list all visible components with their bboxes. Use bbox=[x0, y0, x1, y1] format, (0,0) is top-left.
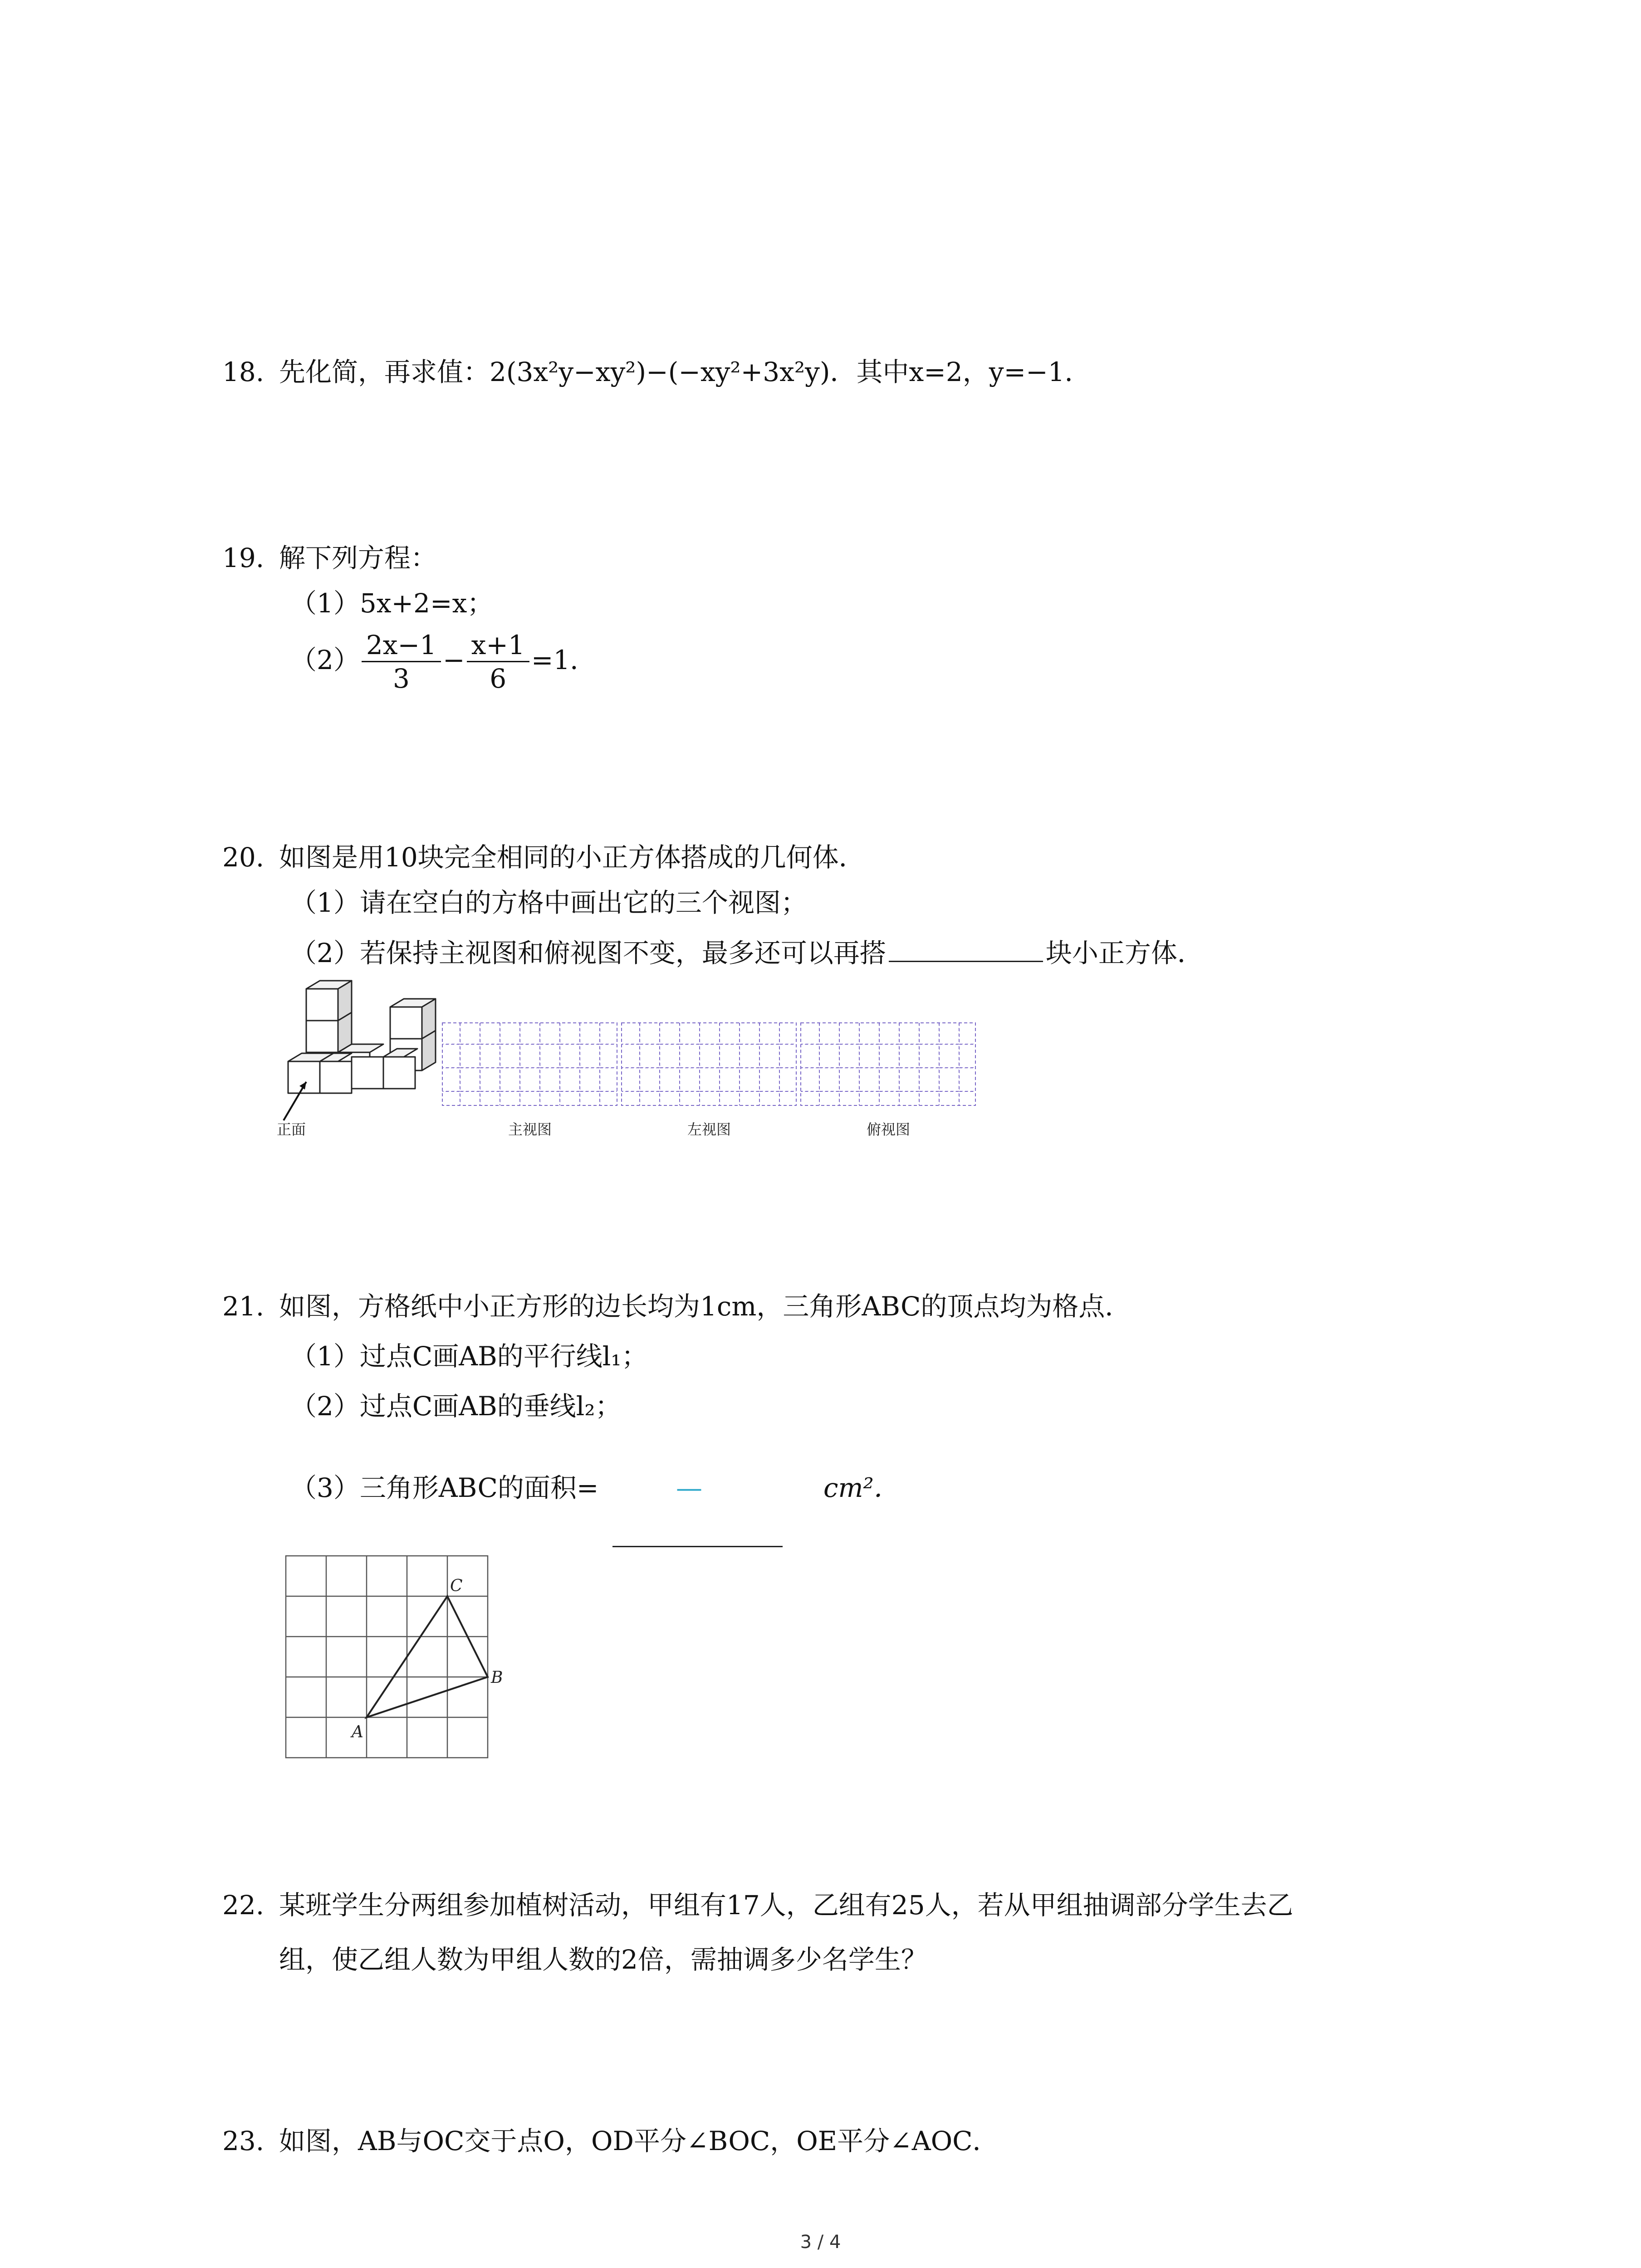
q22-number: 22. bbox=[222, 1890, 265, 1921]
answer-dash: — bbox=[676, 1472, 702, 1503]
q21-part2: （2）过点C画AB的垂线l₂； bbox=[290, 1391, 622, 1422]
triangle-abc bbox=[367, 1596, 488, 1717]
view-grids[interactable] bbox=[440, 1021, 985, 1120]
cube bbox=[390, 999, 436, 1039]
triangle-grid-figure bbox=[281, 1551, 508, 1769]
equation-rhs: =1． bbox=[531, 645, 597, 675]
grid-main-view[interactable] bbox=[442, 1023, 617, 1105]
minus-sign: − bbox=[443, 645, 465, 675]
fraction-2-denominator: 6 bbox=[490, 663, 507, 694]
q21-part3: （3）三角形ABC的面积= bbox=[290, 1472, 599, 1503]
label-a: A bbox=[352, 1723, 363, 1741]
q23-number: 23. bbox=[222, 2126, 265, 2156]
q21-part1: （1）过点C画AB的平行线l₁； bbox=[290, 1341, 648, 1372]
cube-stack-figure bbox=[281, 975, 454, 1157]
q19-number: 19. bbox=[222, 543, 265, 573]
page-number: 3 / 4 bbox=[800, 2232, 841, 2253]
area-unit: cm²． bbox=[823, 1472, 900, 1503]
area-answer-blank[interactable] bbox=[612, 1546, 783, 1547]
label-c: C bbox=[450, 1577, 463, 1595]
q22-line2: 组，使乙组人数为甲组人数的2倍，需抽调多少名学生？ bbox=[279, 1944, 927, 1975]
caption-left-view: 左视图 bbox=[687, 1121, 731, 1138]
caption-top-view: 俯视图 bbox=[867, 1121, 911, 1138]
label-b: B bbox=[491, 1668, 503, 1687]
fraction-2-numerator: x+1 bbox=[467, 629, 529, 662]
cube bbox=[306, 981, 352, 1021]
q22-line1: 某班学生分两组参加植树活动，甲组有17人，乙组有25人，若从甲组抽调部分学生去乙 bbox=[279, 1890, 1293, 1921]
q18-number: 18. bbox=[222, 357, 265, 387]
q20-number: 20. bbox=[222, 842, 265, 873]
answer-blank[interactable] bbox=[889, 934, 1043, 962]
q21-number: 21. bbox=[222, 1291, 265, 1322]
fraction-1-denominator: 3 bbox=[393, 663, 410, 694]
fraction-2 bbox=[467, 629, 529, 695]
q19-part2-label: （2） bbox=[290, 645, 360, 675]
q23-text: 如图，AB与OC交于点O，OD平分∠BOC，OE平分∠AOC． bbox=[279, 2126, 999, 2156]
q20-part2 bbox=[290, 934, 1204, 971]
fraction-1-numerator: 2x−1 bbox=[362, 629, 441, 662]
q20-part2-suffix: 块小正方体． bbox=[1045, 938, 1204, 968]
caption-front: 正面 bbox=[277, 1121, 306, 1138]
q19-part2 bbox=[290, 626, 596, 695]
grid-top-view[interactable] bbox=[801, 1023, 975, 1105]
fraction-1 bbox=[362, 629, 441, 695]
q21-text: 如图，方格纸中小正方形的边长均为1cm，三角形ABC的顶点均为格点． bbox=[279, 1291, 1132, 1322]
cube bbox=[352, 1057, 383, 1089]
grid-left-view[interactable] bbox=[622, 1023, 796, 1105]
q20-part1: （1）请在空白的方格中画出它的三个视图； bbox=[290, 887, 807, 918]
q18-text: 先化简，再求值：2(3x²y−xy²)−(−xy²+3x²y)．其中x=2，y=−1． bbox=[279, 357, 1091, 387]
q19-part1: （1）5x+2=x； bbox=[290, 588, 494, 619]
q20-part2-prefix: （2）若保持主视图和俯视图不变，最多还可以再搭 bbox=[290, 938, 886, 968]
q20-text: 如图是用10块完全相同的小正方体搭成的几何体． bbox=[279, 842, 865, 873]
q19-text: 解下列方程： bbox=[279, 543, 437, 573]
caption-main-view: 主视图 bbox=[508, 1121, 552, 1138]
